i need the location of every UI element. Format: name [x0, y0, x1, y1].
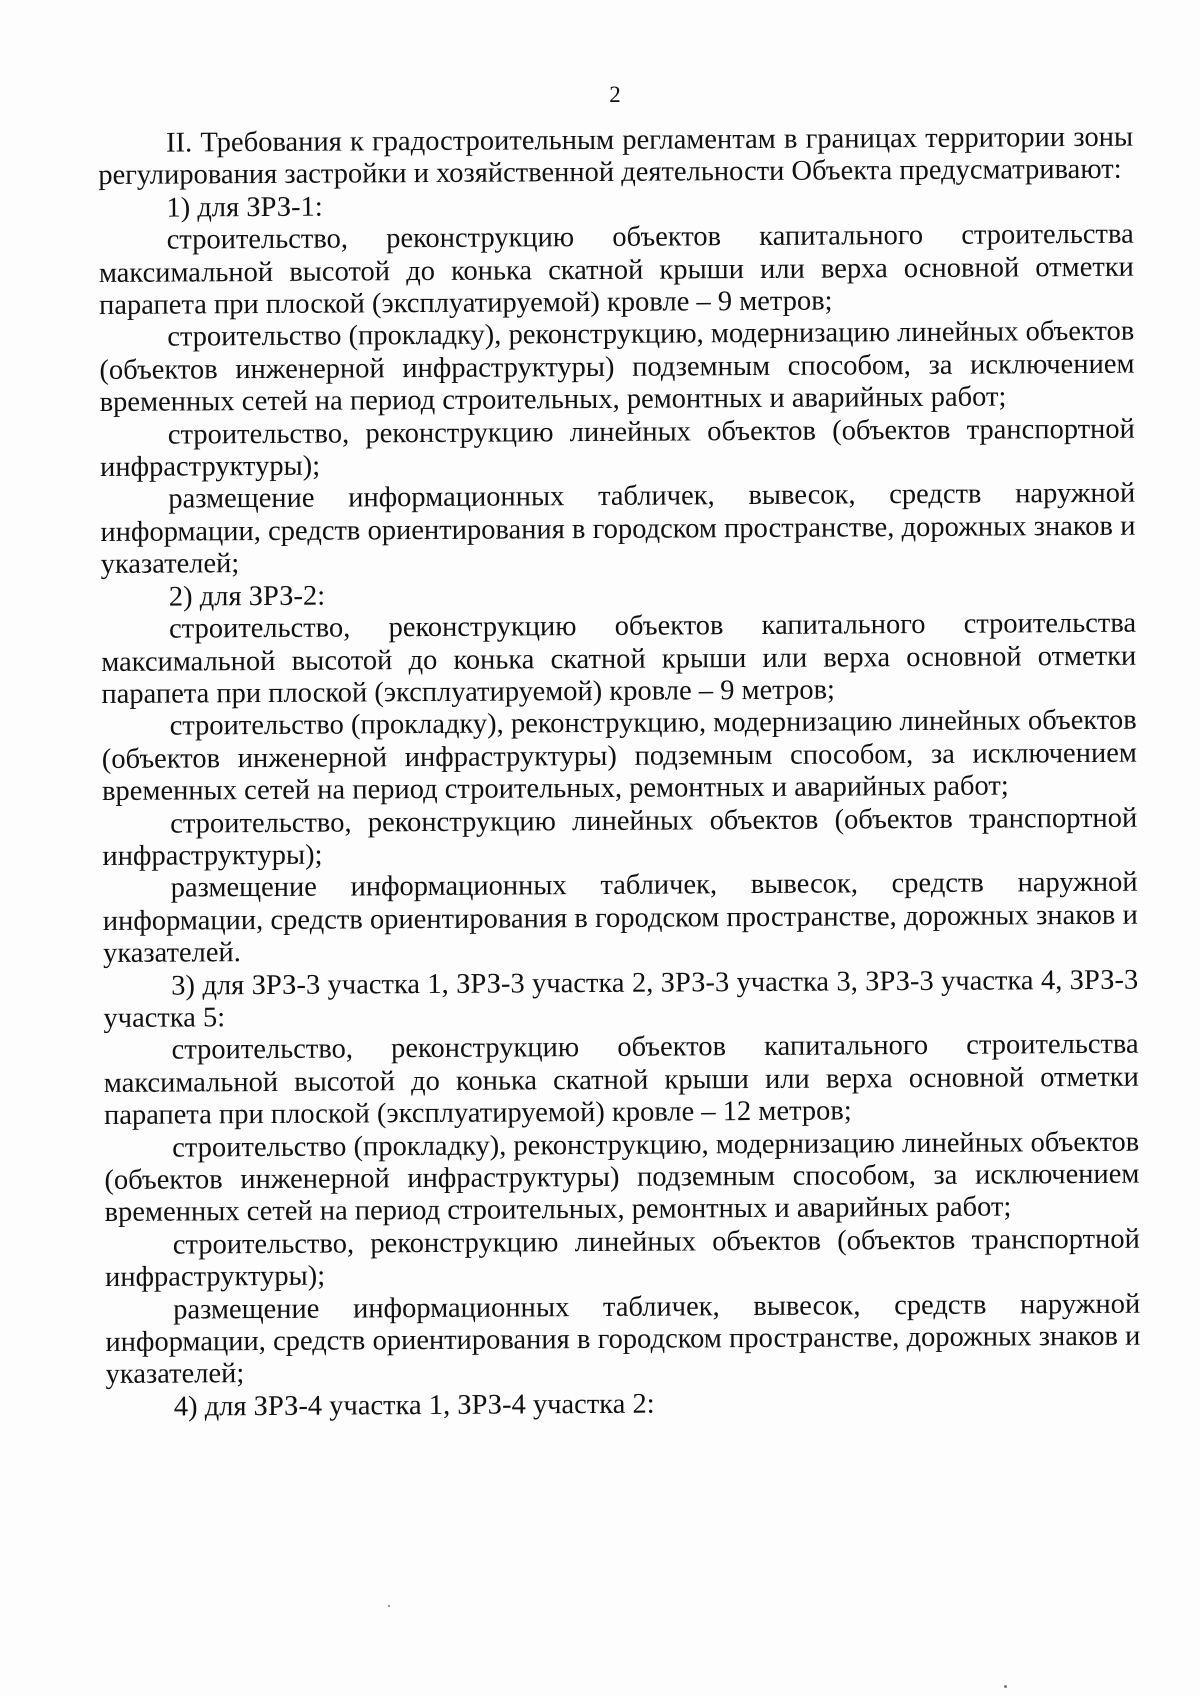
paragraph: размещение информационных табличек, вывесок, средств наружной информации, средств ориентирования в городском пространстве, дорожных знаков и указателей;: [100, 478, 1136, 581]
section-heading: II. Требования к градостроительным регламентам в границах территории зоны регулирования застройки и хозяйственной деятельности Объекта предусматривают:: [98, 121, 1134, 192]
paragraph: строительство, реконструкцию объектов капитального строительства максимальной высотой до конька скатной крыши или верха основной отметки парапета при плоской (эксплуатируемой) кровле – 9 метров;: [101, 607, 1137, 710]
scan-speck: [1004, 1685, 1007, 1688]
paragraph: строительство (прокладку), реконструкцию, модернизацию линейных объектов (объектов инженерной инфраструктуры) подземным способом, за исключением временных сетей на период строительных, ремонтных и аварийных работ;: [104, 1126, 1140, 1229]
paragraph: строительство, реконструкцию линейных объектов (объектов транспортной инфраструктуры);: [99, 413, 1135, 484]
paragraph: строительство, реконструкцию линейных объектов (объектов транспортной инфраструктуры);: [104, 1223, 1140, 1294]
scan-speck: [388, 1605, 390, 1607]
paragraph: строительство, реконструкцию линейных объектов (объектов транспортной инфраструктуры);: [102, 802, 1138, 872]
document-body: [98, 122, 1141, 1425]
paragraph: размещение информационных табличек, вывесок, средств наружной информации, средств ориентирования в городском пространстве, дорожных знаков и указателей.: [102, 867, 1138, 970]
paragraph: строительство (прокладку), реконструкцию, модернизацию линейных объектов (объектов инженерной инфраструктуры) подземным способом, за исключением временных сетей на период строительных, ремонтных и аварийных работ;: [99, 316, 1135, 419]
list-item-heading: 4) для ЗРЗ-4 участка 1, ЗРЗ-4 участка 2:: [173, 1388, 655, 1423]
paragraph: размещение информационных табличек, вывесок, средств наружной информации, средств ориентирования в городском пространстве, дорожных знаков и указателей;: [105, 1288, 1141, 1391]
page-number: 2: [609, 82, 621, 107]
list-item-heading: 1) для ЗРЗ-1:: [166, 191, 323, 224]
paragraph: строительство (прокладку), реконструкцию, модернизацию линейных объектов (объектов инженерной инфраструктуры) подземным способом, за исключением временных сетей на период строительных, ремонтных и аварийных работ;: [101, 704, 1137, 808]
paragraph: строительство, реконструкцию объектов капитального строительства максимальной высотой до конька скатной крыши или верха основной отметки парапета при плоской (эксплуатируемой) кровле – 9 метров;: [98, 218, 1134, 322]
list-item-heading: 3) для ЗРЗ-3 участка 1, ЗРЗ-3 участка 2, ЗРЗ-3 участка 3, ЗРЗ-3 участка 4, ЗРЗ-3 участка 5:: [103, 964, 1139, 1034]
list-item-heading: 2) для ЗРЗ-2:: [168, 580, 326, 613]
paragraph: строительство, реконструкцию объектов капитального строительства максимальной высотой до конька скатной крыши или верха основной отметки парапета при плоской (эксплуатируемой) кровле – 12 метров;: [103, 1029, 1139, 1132]
